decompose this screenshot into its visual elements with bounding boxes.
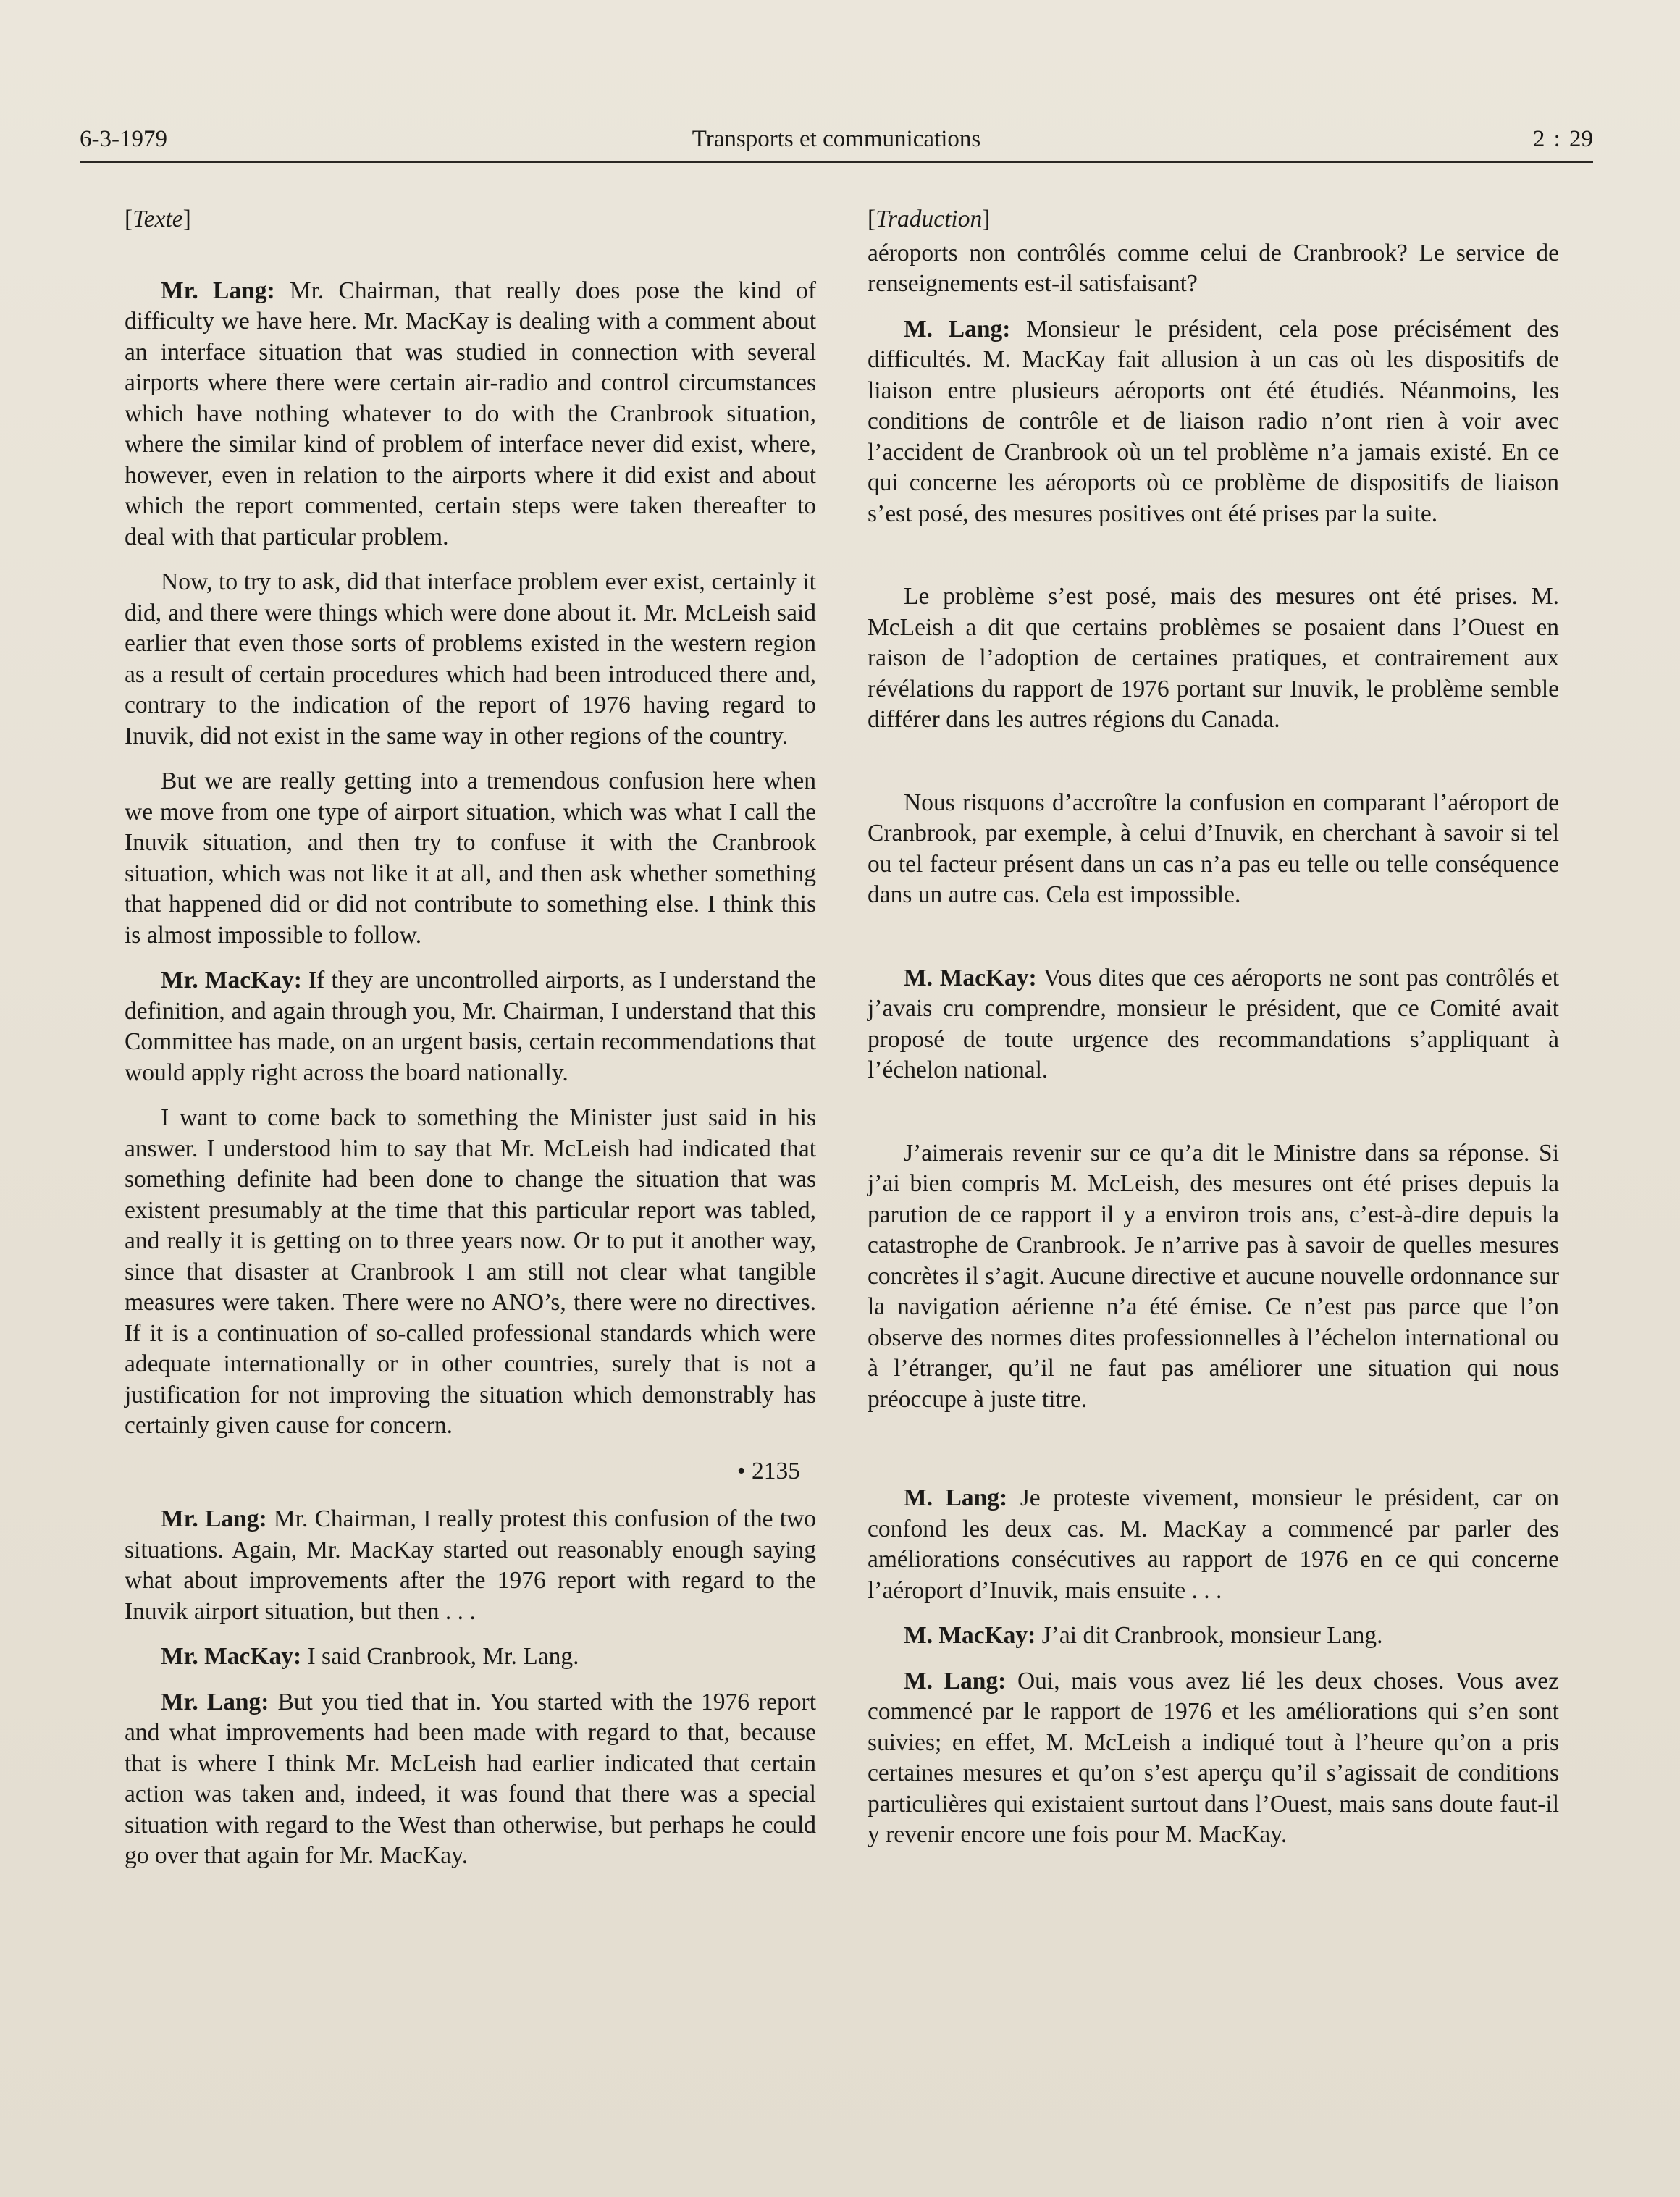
paragraph: Mr. MacKay: If they are uncontrolled airports, as I understand the definition, and again through you, Mr. Chairman, I understand that this Committee has made, on an urgent basis, certain recommendations that would apply right across the board nationally. (125, 967, 816, 1086)
paragraph: Mr. Lang: Mr. Chairman, I really protest this confusion of the two situations. Again, Mr. MacKay started out reasonably enough saying what about improvements after the 1976 report with regard to the Inuvik airport situation, but then . . . (125, 1505, 817, 1625)
time-marker: • 2135 (736, 1457, 800, 1484)
column-tag: [Texte] (125, 206, 191, 232)
paragraph: M. MacKay: Vous dites que ces aéroports ne sont pas contrôlés et j’avais cru comprendre, monsieur le président, que ce Comité avait proposé de toute urgence des recommandations s’appliquant à l’échelon national. (868, 964, 1559, 1083)
paragraph: Mr. Lang: Mr. Chairman, that really does pose the kind of difficulty we have here. Mr. MacKay is dealing with a comment about an interface situation that was studied in connection with several airports where there were certain air-radio and control circumstances which have nothing whatever to do with the Cranbrook situation, where the similar kind of problem of interface never did exist, where, however, even in relation to the airports where it did exist and about which the report commented, certain steps were taken thereafter to deal with that particular problem. (125, 277, 817, 550)
paragraph: Now, to try to ask, did that interface problem ever exist, certainly it did, and there were things which were done about it. Mr. McLeish said earlier that even those sorts of problems existed in the western region as a result of certain procedures which had been introduced there and, contrary to the indication of the report of 1976 having regard to Inuvik, did not exist in the same way in other regions of the country. (125, 568, 816, 749)
header-date: 6-3-1979 (80, 126, 167, 152)
speaker: M. Lang: (904, 1484, 1008, 1511)
speaker: Mr. MacKay: (161, 1643, 302, 1670)
paragraph: aéroports non contrôlés comme celui de Cranbrook? Le service de renseignements est-il satisfaisant? (868, 239, 1559, 297)
header-page-number: 2 : 29 (1532, 126, 1593, 152)
paragraph: But we are really getting into a tremendous confusion here when we move from one type of airport situation, which was what I call the Inuvik situation, and then try to confuse it with the Cranbrook situation, which was not like it at all, and then ask whether something that happened did or did not contribute to something else. I think this is almost impossible to follow. (125, 768, 816, 949)
paragraph: Mr. Lang: But you tied that in. You started with the 1976 report and what improvements had been made with regard to that, because that is where I think Mr. McLeish had earlier indicated that certain action was taken and, indeed, it was found that there was a special situation with regard to the West than otherwise, but perhaps he could go over that again for Mr. MacKay. (125, 1688, 816, 1869)
header-rule (80, 161, 1593, 163)
header-title: Transports et communications (692, 126, 981, 152)
paragraph: Nous risquons d’accroître la confusion en comparant l’aéroport de Cranbrook, par exemple, à celui d’Inuvik, en cherchant à savoir si tel ou tel facteur présent dans un cas n’a pas eu telle ou telle conséquence dans un autre cas. Cela est impossible. (868, 789, 1559, 908)
speaker: M. Lang: (904, 315, 1011, 343)
column-tag: [Traduction] (868, 206, 991, 232)
paragraph: I want to come back to something the Minister just said in his answer. I understood him to say that Mr. McLeish had indicated that something definite had been done to change the situation that was existent presumably at the time that this particular report was tabled, and really it is getting on to three years now. Or to put it another way, since that disaster at Cranbrook I am still not clear what tangible measures were taken. There were no ANO’s, there were no directives. If it is a continuation of so-called professional standards which were adequate internationally or in other countries, surely that is not a justification for not improving the situation which demonstrably has certainly given cause for concern. (125, 1104, 816, 1439)
speaker: M. MacKay: (904, 1622, 1036, 1649)
speaker: Mr. Lang: (161, 1688, 269, 1715)
english-column (125, 204, 816, 1886)
paragraph: M. Lang: Monsieur le président, cela pose précisément des difficultés. M. MacKay fait allusion à un cas où les dispositifs de liaison entre plusieurs aéroports ont été étudiés. Néanmoins, les conditions de contrôle et de liaison radio n’ont rien à voir avec l’accident de Cranbrook où un tel problème n’a jamais existé. En ce qui concerne les aéroports où ce problème de dispositifs de liaison s’est posé, des mesures positives ont été prises par la suite. (868, 315, 1560, 527)
paragraph: J’aimerais revenir sur ce qu’a dit le Ministre dans sa réponse. Si j’ai bien compris M. McLeish, des mesures ont été prises depuis la parution de ce rapport il y a environ trois ans, c’est-à-dire depuis la catastrophe de Cranbrook. Je n’arrive pas à savoir de quelles mesures concrètes il s’agit. Aucune directive et aucune nouvelle ordonnance sur la navigation aérienne n’a été émise. Ce n’est pas parce que l’on observe des normes dites professionnelles à l’échelon international ou à l’étranger, qu’il ne faut pas améliorer une situation qui nous préoccupe à juste titre. (868, 1139, 1559, 1413)
paragraph: M. MacKay: J’ai dit Cranbrook, monsieur Lang. (904, 1622, 1383, 1649)
speaker: Mr. MacKay: (161, 967, 302, 994)
page-header (80, 126, 1593, 164)
speaker: M. MacKay: (904, 964, 1037, 991)
paragraph: M. Lang: Oui, mais vous avez lié les deux choses. Vous avez commencé par le rapport de 1976 et les améliorations qui s’en sont suivies; en effet, M. McLeish a indiqué tout à l’heure qu’on a pris certaines mesures et qu’on s’est aperçu qu’il s’agissait de conditions particulières qui existaient surtout dans l’Ouest, mais sans doute faut-il y revenir encore une fois pour M. MacKay. (868, 1667, 1559, 1848)
speaker: M. Lang: (904, 1667, 1007, 1694)
paragraph: Mr. MacKay: I said Cranbrook, Mr. Lang. (161, 1643, 579, 1670)
paragraph: Le problème s’est posé, mais des mesures ont été prises. M. McLeish a dit que certains problèmes se posaient dans l’Ouest en raison de l’adoption de certaines pratiques, et contrairement aux révélations du rapport de 1976 portant sur Inuvik, le problème semble différer dans les autres régions du Canada. (868, 583, 1559, 733)
speaker: Mr. Lang: (161, 277, 275, 304)
french-column (868, 204, 1559, 1865)
speaker: Mr. Lang: (161, 1505, 267, 1532)
paragraph: M. Lang: Je proteste vivement, monsieur le président, car on confond les deux cas. M. MacKay a commencé par parler des améliorations consécutives au rapport de 1976 en ce qui concerne l’aéroport d’Inuvik, mais ensuite . . . (868, 1484, 1560, 1604)
